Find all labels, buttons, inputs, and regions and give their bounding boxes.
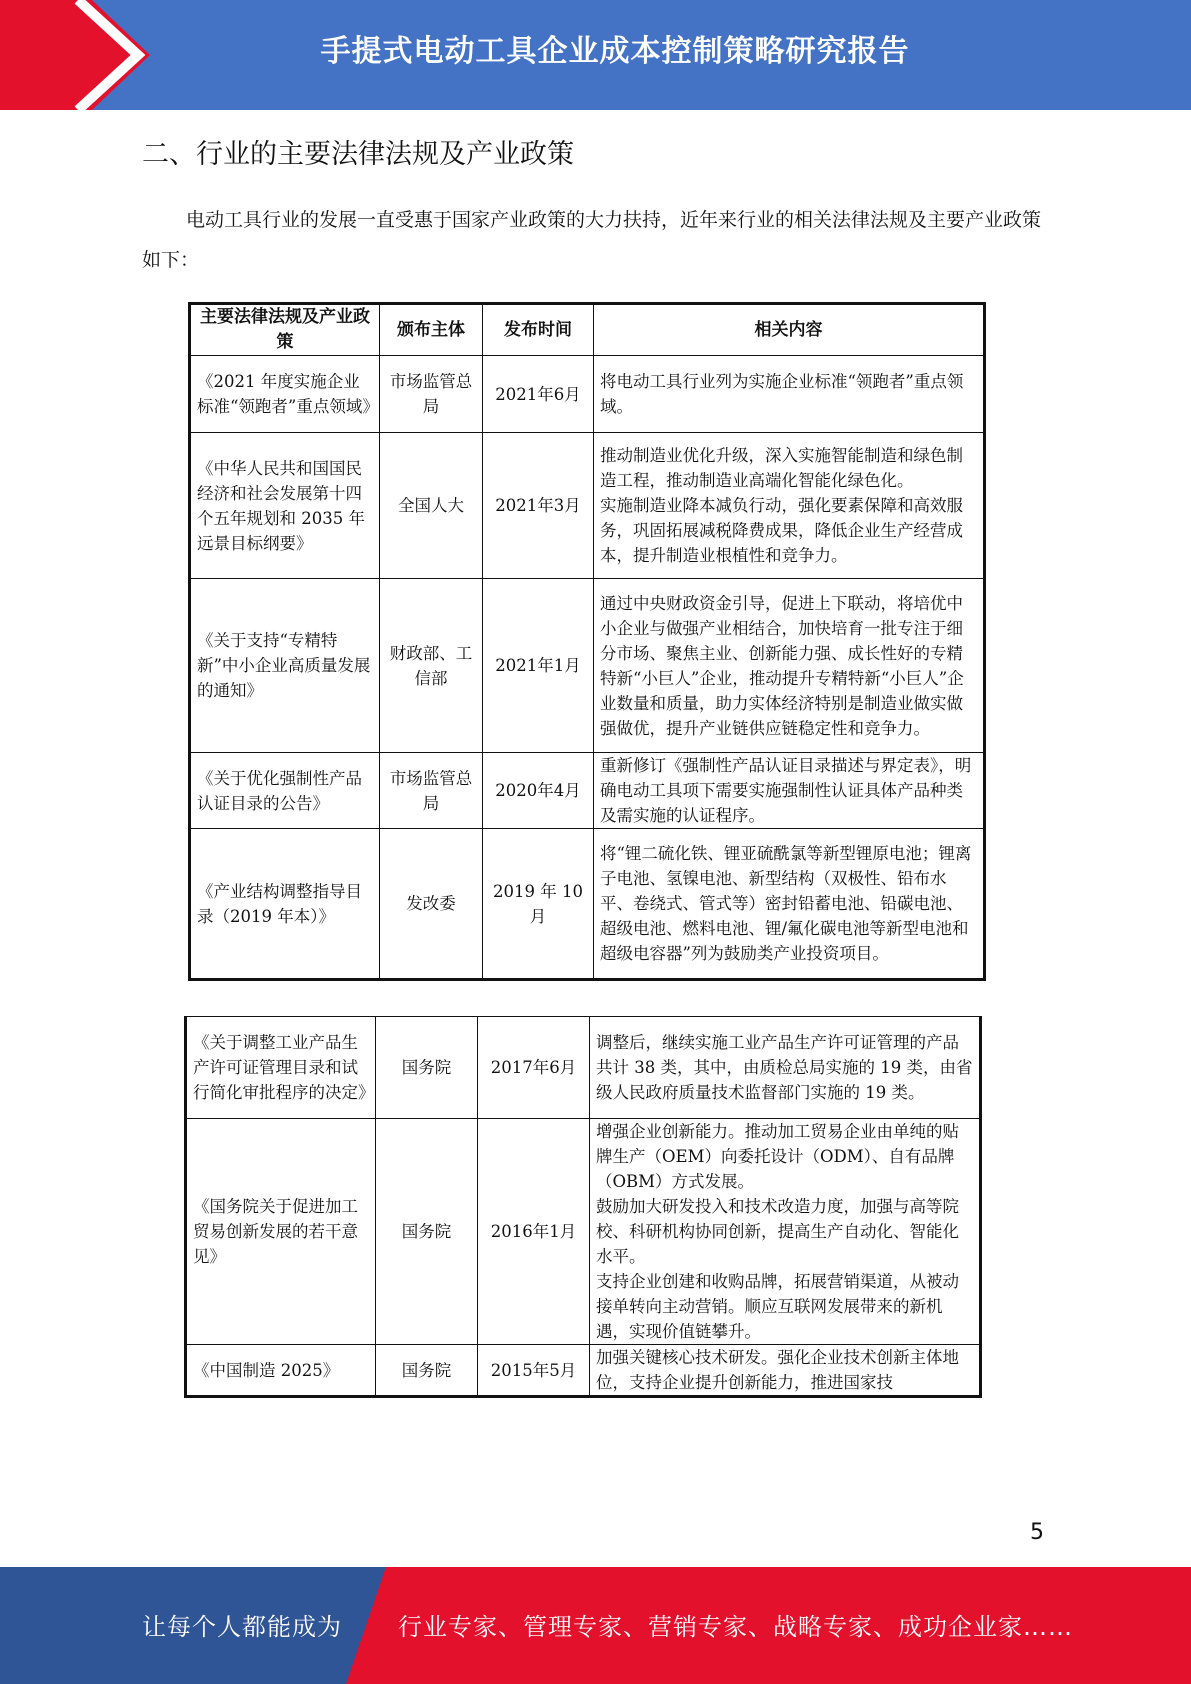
table-row xyxy=(186,1017,981,1119)
cell-law: 《国务院关于促进加工贸易创新发展的若干意见》 xyxy=(186,1119,376,1345)
cell-issuer: 发改委 xyxy=(380,829,483,980)
cell-issuer: 财政部、工信部 xyxy=(380,579,483,753)
cell-content xyxy=(590,1017,981,1119)
cell-issuer: 全国人大 xyxy=(380,433,483,579)
cell-date: 2019 年 10 月 xyxy=(483,829,594,980)
cell-law: 《中华人民共和国国民经济和社会发展第十四个五年规划和 2035 年远景目标纲要》 xyxy=(190,433,380,579)
cell-law: 《产业结构调整指导目录（2019 年本）》 xyxy=(190,829,380,980)
cell-law: 《关于调整工业产品生产许可证管理目录和试行简化审批程序的决定》 xyxy=(186,1017,376,1119)
cell-issuer: 市场监管总局 xyxy=(380,356,483,433)
content-paragraph: 通过中央财政资金引导，促进上下联动，将培优中小企业与做强产业相结合，加快培育一批专注于细分市场、聚焦主业、创新能力强、成长性好的专精特新“小巨人”企业，推动提升专精特新“小巨人”企业数量和质量，助力实体经济特别是制造业做实做强做优，提升产业链供应链稳定性和竞争力。 xyxy=(600,593,964,738)
content-paragraph: 支持企业创建和收购品牌，拓展营销渠道，从被动接单转向主动营销。顺应互联网发展带来的新机遇，实现价值链攀升。 xyxy=(596,1272,959,1341)
footer-slogan-right: 行业专家、管理专家、营销专家、战略专家、成功企业家…… xyxy=(398,1613,1073,1641)
cell-date: 2021年1月 xyxy=(483,579,594,753)
policy-table-part1 xyxy=(188,302,986,981)
header-date: 发布时间 xyxy=(483,304,594,356)
table-body-part2 xyxy=(186,1017,981,1397)
header-law: 主要法律法规及产业政策 xyxy=(190,304,380,356)
content-paragraph: 调整后，继续实施工业产品生产许可证管理的产品共计 38 类，其中，由质检总局实施的 19 类，由省级人民政府质量技术监督部门实施的 19 类。 xyxy=(596,1033,973,1102)
cell-date: 2015年5月 xyxy=(478,1345,590,1397)
cell-content xyxy=(594,433,985,579)
cell-date: 2020年4月 xyxy=(483,753,594,829)
content-paragraph: 增强企业创新能力。推动加工贸易企业由单纯的贴牌生产（OEM）向委托设计（ODM）、自有品牌（OBM）方式发展。 xyxy=(596,1122,959,1191)
content-paragraph: 将电动工具行业列为实施企业标准“领跑者”重点领域。 xyxy=(600,372,964,416)
content-paragraph: 加强关键核心技术研发。强化企业技术创新主体地位，支持企业提升创新能力，推进国家技 xyxy=(596,1348,959,1392)
cell-content xyxy=(594,753,985,829)
table-header-row xyxy=(190,304,985,356)
cell-law: 《关于支持“专精特新”中小企业高质量发展的通知》 xyxy=(190,579,380,753)
footer-slogan-left: 让每个人都能成为 xyxy=(142,1613,342,1641)
section-heading: 二、行业的主要法律法规及产业政策 xyxy=(142,139,574,170)
page-header xyxy=(0,0,1191,110)
cell-law: 《中国制造 2025》 xyxy=(186,1345,376,1397)
intro-paragraph: 电动工具行业的发展一直受惠于国家产业政策的大力扶持，近年来行业的相关法律法规及主要产业政策如下： xyxy=(142,209,1042,271)
policy-table-part2 xyxy=(184,1016,982,1398)
table-row xyxy=(190,433,985,579)
header-issuer: 颁布主体 xyxy=(380,304,483,356)
cell-content xyxy=(594,829,985,980)
cell-date: 2021年6月 xyxy=(483,356,594,433)
cell-date: 2016年1月 xyxy=(478,1119,590,1345)
header-title: 手提式电动工具企业成本控制策略研究报告 xyxy=(320,34,910,69)
content-paragraph: 鼓励加大研发投入和技术改造力度，加强与高等院校、科研机构协同创新，提高生产自动化、智能化水平。 xyxy=(596,1197,959,1266)
content-paragraph: 将“锂二硫化铁、锂亚硫酰氯等新型锂原电池；锂离子电池、氢镍电池、新型结构（双极性、铅布水平、卷绕式、管式等）密封铅蓄电池、铅碳电池、超级电池、燃料电池、锂/氟化碳电池等新型电池和超级电容器”列为鼓励类产业投资项目。 xyxy=(600,844,972,963)
cell-content xyxy=(594,579,985,753)
cell-date: 2017年6月 xyxy=(478,1017,590,1119)
cell-issuer: 国务院 xyxy=(376,1345,478,1397)
table-row xyxy=(186,1119,981,1345)
table-row xyxy=(190,356,985,433)
cell-date: 2021年3月 xyxy=(483,433,594,579)
cell-law: 《2021 年度实施企业标准“领跑者”重点领域》 xyxy=(190,356,380,433)
page-number: 5 xyxy=(1030,1520,1044,1545)
cell-law: 《关于优化强制性产品认证目录的公告》 xyxy=(190,753,380,829)
table-row xyxy=(190,829,985,980)
cell-content xyxy=(590,1119,981,1345)
cell-content xyxy=(590,1345,981,1397)
table-row xyxy=(190,579,985,753)
content-paragraph: 实施制造业降本减负行动，强化要素保障和高效服务，巩固拓展减税降费成果，降低企业生产经营成本，提升制造业根植性和竞争力。 xyxy=(600,496,963,565)
table-row xyxy=(186,1345,981,1397)
cell-issuer: 国务院 xyxy=(376,1017,478,1119)
table-body-part1 xyxy=(190,356,985,980)
cell-issuer: 国务院 xyxy=(376,1119,478,1345)
table-row xyxy=(190,753,985,829)
page-footer xyxy=(0,1567,1191,1684)
content-paragraph: 重新修订《强制性产品认证目录描述与界定表》，明确电动工具项下需要实施强制性认证具体产品种类及需实施的认证程序。 xyxy=(600,756,972,825)
header-content: 相关内容 xyxy=(594,304,985,356)
cell-content xyxy=(594,356,985,433)
cell-issuer: 市场监管总局 xyxy=(380,753,483,829)
content-paragraph: 推动制造业优化升级，深入实施智能制造和绿色制造工程，推动制造业高端化智能化绿色化。 xyxy=(600,446,963,490)
